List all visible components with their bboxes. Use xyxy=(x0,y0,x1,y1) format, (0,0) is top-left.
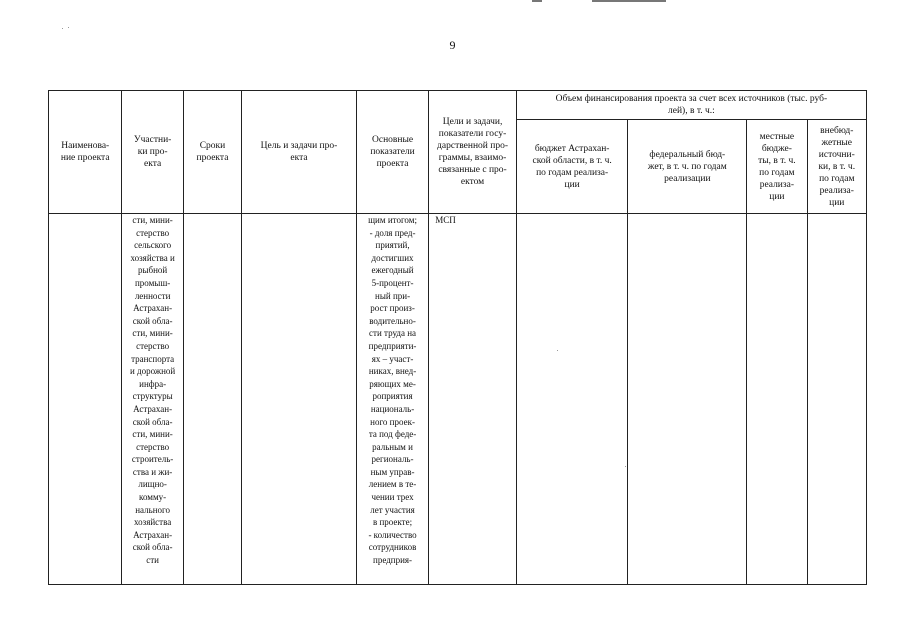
scan-speck xyxy=(62,28,63,29)
table-row xyxy=(49,214,867,585)
cell-project-name xyxy=(49,214,122,585)
page-number: 9 xyxy=(449,38,456,52)
header-participants: Участни- ки про- екта xyxy=(122,91,183,214)
table-header-row xyxy=(49,91,867,120)
header-funding-volume: Объем финансирования проекта за счет всех источников (тыс. руб- лей), в т. ч.: xyxy=(516,91,866,120)
header-project-name: Наименова- ние проекта xyxy=(49,91,122,214)
header-extrabudgetary-sources: внебюд- жетные источни- ки, в т. ч. по годам реализа- ции xyxy=(807,120,866,214)
header-local-budgets: местные бюдже- ты, в т. ч. по годам реализа- ции xyxy=(747,120,807,214)
cell-goal xyxy=(242,214,357,585)
scan-artifact xyxy=(592,0,666,2)
cell-federal-budget xyxy=(628,214,747,585)
cell-participants: сти, мини- стерство сельского хозяйства и рыбной промыш- ленности Астрахан- ской обла- сти, мини- стерство транспорта и дорожной инфра- структуры Астрахан- ской обла- сти, мини- стерство строитель- ства и жи- лищно- комму- нального хозяйства Астрахан- ской обла- сти xyxy=(122,214,183,585)
project-table xyxy=(48,90,867,585)
header-indicators: Основные показатели проекта xyxy=(356,91,428,214)
header-terms: Сроки проекта xyxy=(183,91,241,214)
header-goal: Цель и задачи про- екта xyxy=(242,91,357,214)
header-state-program-goals: Цели и задачи, показатели госу- дарственной про- граммы, взаимо- связанные с про- ектом xyxy=(429,91,517,214)
header-federal-budget: федеральный бюд- жет, в т. ч. по годам реализации xyxy=(628,120,747,214)
cell-terms xyxy=(183,214,241,585)
header-regional-budget: бюджет Астрахан- ской области, в т. ч. по годам реализа- ции xyxy=(516,120,628,214)
scan-artifact xyxy=(532,0,542,2)
cell-state-program-goals: МСП xyxy=(429,214,517,585)
cell-local-budgets xyxy=(747,214,807,585)
scan-speck xyxy=(68,27,69,28)
cell-extrabudgetary-sources xyxy=(807,214,866,585)
cell-indicators: щим итогом; - доля пред- приятий, достигших ежегодный 5-процент- ный при- рост произ- водительно- сти труда на предприяти- ях – участ- никах, внед- ряющих ме- роприятия националь- ного проек- та под феде- ральным и региональ- ным управ- лением в те- чении трех лет участия в проекте; - количество сотрудников предприя- xyxy=(356,214,428,585)
cell-regional-budget xyxy=(516,214,628,585)
